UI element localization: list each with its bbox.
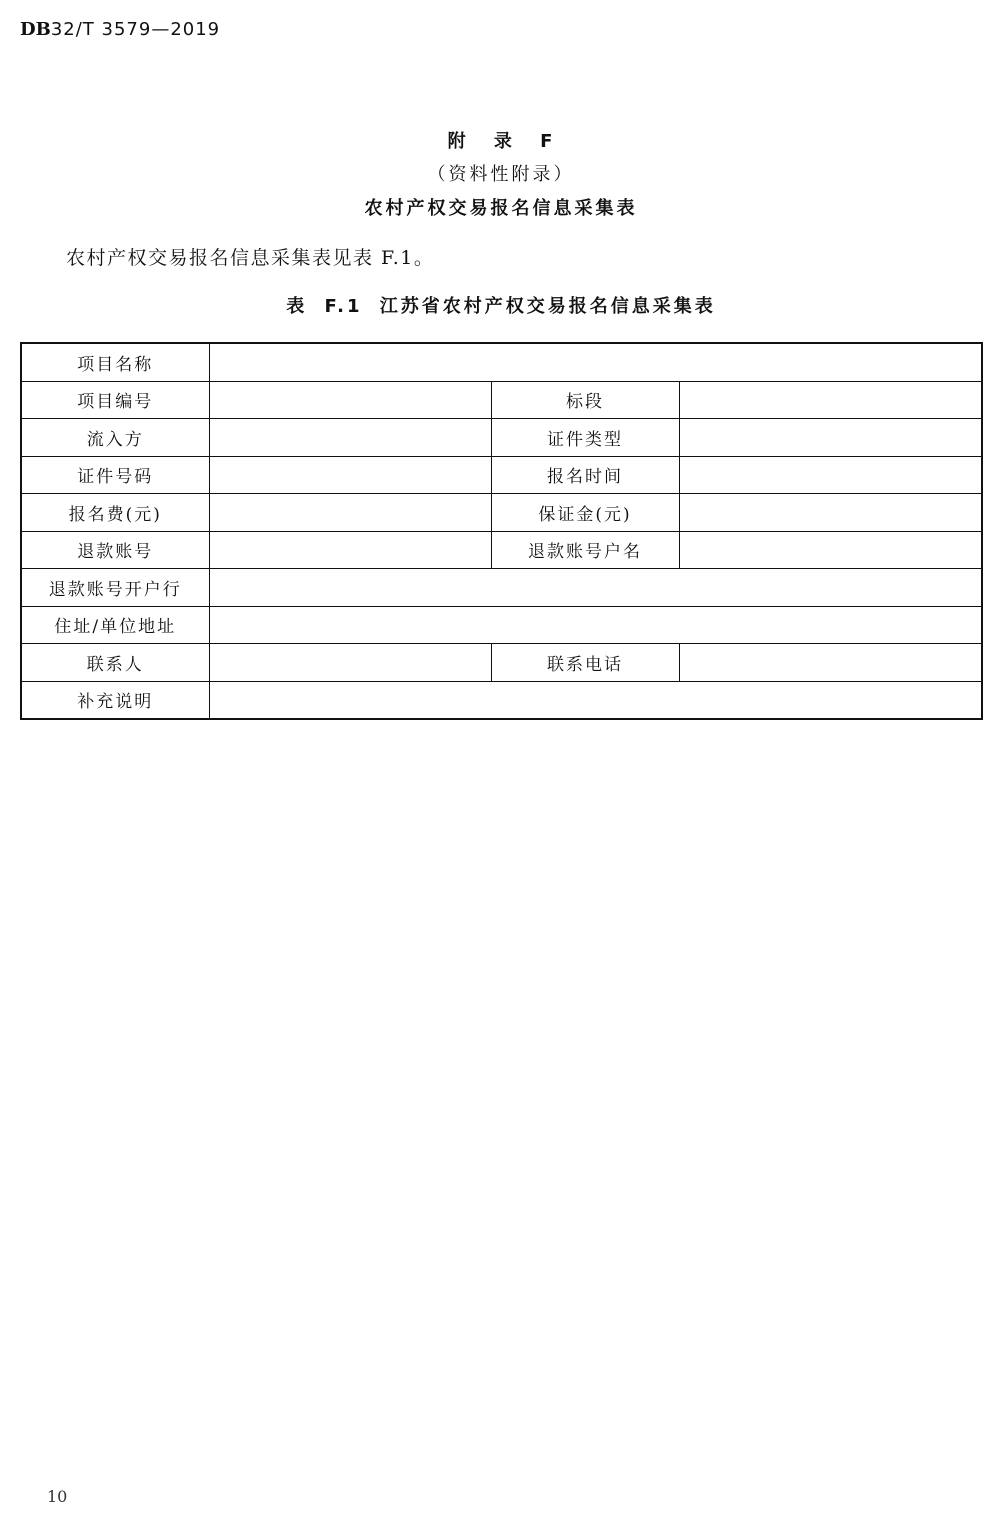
project-number-value[interactable]	[209, 381, 491, 419]
appendix-type: （资料性附录）	[427, 164, 575, 185]
refund-account-name-label: 退款账号户名	[491, 531, 679, 569]
page-number: 10	[47, 1487, 68, 1506]
contact-person-label: 联系人	[21, 644, 209, 682]
registration-time-label: 报名时间	[491, 456, 679, 494]
table-row	[21, 681, 982, 719]
refund-account-value[interactable]	[209, 531, 491, 569]
table-row	[21, 494, 982, 532]
contact-phone-value[interactable]	[679, 644, 982, 682]
refund-account-label: 退款账号	[21, 531, 209, 569]
id-number-label: 证件号码	[21, 456, 209, 494]
id-type-label: 证件类型	[491, 419, 679, 457]
table-row	[21, 569, 982, 607]
transferee-label: 流入方	[21, 419, 209, 457]
contact-person-value[interactable]	[209, 644, 491, 682]
registration-fee-label: 报名费(元)	[21, 494, 209, 532]
lot-label: 标段	[491, 381, 679, 419]
contact-phone-label: 联系电话	[491, 644, 679, 682]
document-code-prefix: DB	[20, 19, 51, 40]
table-row	[21, 381, 982, 419]
id-number-value[interactable]	[209, 456, 491, 494]
intro-paragraph: 农村产权交易报名信息采集表见表 F.1。	[66, 247, 435, 269]
address-value[interactable]	[209, 606, 982, 644]
appendix-title: 附 录 F	[447, 131, 555, 152]
address-label: 住址/单位地址	[21, 606, 209, 644]
registration-form-table	[20, 342, 983, 720]
project-name-label: 项目名称	[21, 343, 209, 381]
appendix-name: 农村产权交易报名信息采集表	[364, 198, 638, 219]
document-code-number: 32/T 3579—2019	[50, 19, 221, 40]
refund-account-name-value[interactable]	[679, 531, 982, 569]
table-row	[21, 343, 982, 381]
lot-value[interactable]	[679, 381, 982, 419]
project-name-value[interactable]	[209, 343, 982, 381]
project-number-label: 项目编号	[21, 381, 209, 419]
transferee-value[interactable]	[209, 419, 491, 457]
registration-fee-value[interactable]	[209, 494, 491, 532]
table-title: 表 F.1 江苏省农村产权交易报名信息采集表	[286, 296, 716, 317]
document-code	[20, 19, 220, 40]
table-row	[21, 531, 982, 569]
deposit-value[interactable]	[679, 494, 982, 532]
refund-bank-value[interactable]	[209, 569, 982, 607]
refund-bank-label: 退款账号开户行	[21, 569, 209, 607]
deposit-label: 保证金(元)	[491, 494, 679, 532]
table-row	[21, 606, 982, 644]
id-type-value[interactable]	[679, 419, 982, 457]
remarks-label: 补充说明	[21, 681, 209, 719]
table-row	[21, 419, 982, 457]
table-row	[21, 456, 982, 494]
table-row	[21, 644, 982, 682]
remarks-value[interactable]	[209, 681, 982, 719]
registration-time-value[interactable]	[679, 456, 982, 494]
